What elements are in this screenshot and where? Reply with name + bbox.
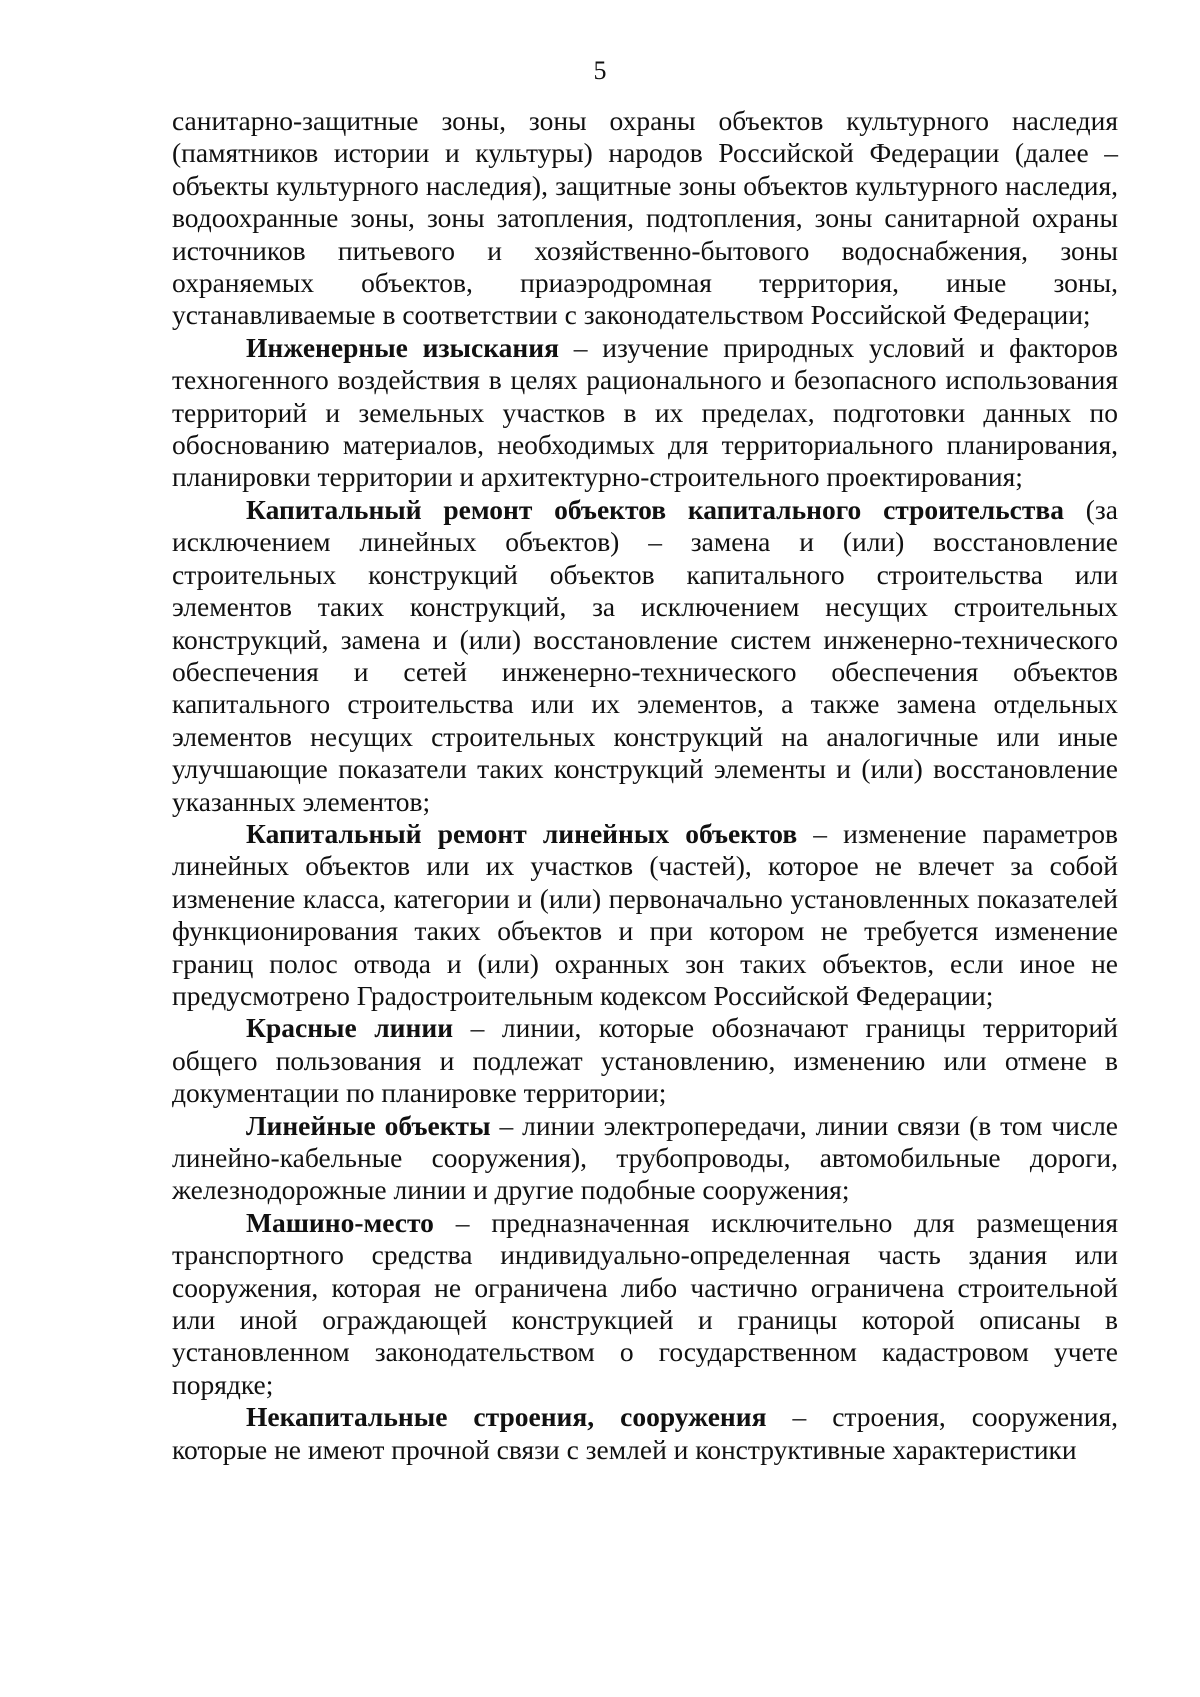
definition-text: – изучение природных условий и факторов техногенного воздействия в целях рационального и безопасного использования территорий и земельных участков в их пределах, подготовки данных по обоснованию материалов, необходимых для территориального планирования, планировки территории и архитектурно-строительного проектирования; bbox=[172, 331, 1119, 493]
definition-term: Инженерные изыскания bbox=[246, 331, 559, 363]
paragraph-non-capital-structures bbox=[172, 1401, 1118, 1466]
definition-term: Линейные объекты bbox=[246, 1109, 491, 1141]
definition-term: Некапитальные строения, сооружения bbox=[246, 1401, 767, 1433]
definition-term: Капитальный ремонт объектов капитального строительства bbox=[246, 493, 1065, 525]
paragraph-capital-repair-objects bbox=[172, 494, 1118, 818]
paragraph-parking-space bbox=[172, 1207, 1118, 1401]
definition-term: Машино-место bbox=[246, 1206, 434, 1238]
page-number: 5 bbox=[593, 56, 607, 85]
paragraph-linear-objects bbox=[172, 1110, 1118, 1207]
definition-term: Капитальный ремонт линейных объектов bbox=[246, 817, 798, 849]
definition-text: – изменение параметров линейных объектов или их участков (частей), которое не влечет за собой изменение класса, категории и (или) первоначально установленных показателей функционирования таких объектов и при котором не требуется изменение границ полос отвода и (или) охранных зон таких объектов, если иное не предусмотрено Градостроительным кодексом Российской Федерации; bbox=[172, 817, 1118, 1011]
definition-text: – строения, сооружения, которые не имеют прочной связи с землей и конструктивные характеристики bbox=[172, 1401, 1118, 1465]
definition-text: (за исключением линейных объектов) – замена и (или) восстановление строительных конструкций объектов капитального строительства или элементов таких конструкций, за исключением несущих строительных конструкций, замена и (или) восстановление систем инженерно-технического обеспечения и сетей инженерно-технического обеспечения объектов капитального строительства или их элементов, а также замена отдельных элементов несущих строительных конструкций на аналогичные или иные улучшающие показатели таких конструкций элементы и (или) восстановление указанных элементов; bbox=[172, 493, 1119, 817]
paragraph-text: санитарно-защитные зоны, зоны охраны объектов культурного наследия (памятников истории и культуры) народов Российской Федерации (далее – объекты культурного наследия), защитные зоны объектов культурного наследия, водоохранные зоны, зоны затопления, подтопления, зоны санитарной охраны источников питьевого и хозяйственно-бытового водоснабжения, зоны охраняемых объектов, приаэродромная территория, иные зоны, устанавливаемые в соответствии с законодательством Российской Федерации; bbox=[172, 105, 1118, 331]
document-body bbox=[172, 105, 1118, 1466]
definition-text: – линии, которые обозначают границы территорий общего пользования и подлежат установлению, изменению или отмене в документации по планировке территории; bbox=[172, 1012, 1118, 1109]
paragraph-capital-repair-linear bbox=[172, 818, 1118, 1012]
definition-term: Красные линии bbox=[246, 1012, 454, 1044]
definition-text: – линии электропередачи, линии связи (в том числе линейно-кабельные сооружения), трубопроводы, автомобильные дороги, железнодорожные линии и другие подобные сооружения; bbox=[172, 1109, 1118, 1206]
paragraph-engineering-surveys bbox=[172, 332, 1118, 494]
definition-text: – предназначенная исключительно для размещения транспортного средства индивидуально-определенная часть здания или сооружения, которая не ограничена либо частично ограничена строительной или иной ограждающей конструкцией и границы которой описаны в установленном законодательством о государственном кадастровом учете порядке; bbox=[172, 1206, 1118, 1400]
paragraph-zones-continuation bbox=[172, 105, 1118, 332]
paragraph-red-lines bbox=[172, 1012, 1118, 1109]
